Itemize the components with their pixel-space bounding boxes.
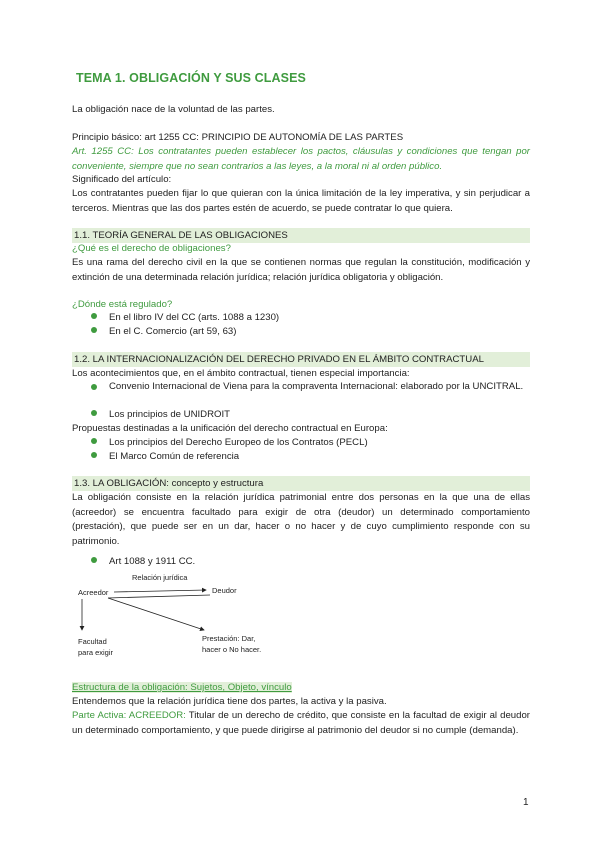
estructura-text: Entendemos que la relación jurídica tiene dos partes, la activa y la pasiva. (72, 696, 387, 707)
s11-question: ¿Qué es el derecho de obligaciones? (72, 243, 231, 254)
diagram-relacion: Relación jurídica (132, 573, 188, 582)
page-title: TEMA 1. OBLIGACIÓN Y SUS CLASES (76, 71, 306, 85)
s11-regulado: ¿Dónde está regulado? (72, 299, 173, 310)
principio-label: Principio básico: art 1255 CC: PRINCIPIO DE AUTONOMÍA DE LAS PARTES (72, 132, 404, 143)
relation-diagram (72, 568, 312, 668)
diagram-facultad-1: Facultad (78, 637, 107, 646)
diagram-prestacion-2: hacer o No hacer. (202, 645, 262, 654)
bullet-icon (91, 313, 97, 319)
bullet-icon (91, 384, 97, 390)
arrow-acreedor-deudor (114, 590, 206, 592)
section-heading-1-1: 1.1. TEORÍA GENERAL DE LAS OBLIGACIONES (72, 228, 530, 243)
list-item: Art 1088 y 1911 CC. (91, 555, 195, 570)
bullet-icon (91, 327, 97, 333)
intro-text: La obligación nace de la voluntad de las partes. (72, 104, 275, 115)
list-item: En el libro IV del CC (arts. 1088 a 1230) (91, 311, 279, 326)
bullet-icon (91, 410, 97, 416)
list-item: El Marco Común de referencia (91, 450, 239, 465)
parte-activa (72, 709, 530, 738)
diagram-deudor: Deudor (212, 586, 237, 595)
list-item: En el C. Comercio (art 59, 63) (91, 325, 236, 340)
s13-text: La obligación consiste en la relación jurídica patrimonial entre dos personas en la que una de ellas (acreedor) se encuentra facultado para exigir de otra (deudor) un determinado comportamiento (prestación), que puede ser en un dar, hacer o no hacer y de cuyo cumplimiento responde con su patrimonio. (72, 492, 530, 547)
art1255-text: Los contratantes pueden establecer los pactos, cláusulas y condiciones que tengan por conveniente, siempre que no sean contrarios a las leyes, a la moral ni al orden público. (72, 146, 530, 172)
art1255-prefix: Art. 1255 CC: (72, 146, 139, 157)
s12-text: Los acontecimientos que, en el ámbito contractual, tienen especial importancia: (72, 368, 410, 379)
diagram-acreedor: Acreedor (78, 588, 109, 597)
arrow-to-prestacion (108, 598, 204, 630)
list-item: Los principios de UNIDROIT (91, 408, 230, 423)
art1255-quote (72, 145, 530, 174)
list-item: Convenio Internacional de Viena para la compraventa Internacional: elaborado por la UNCITRAL. (91, 380, 530, 395)
bullet-icon (91, 438, 97, 444)
diagram-facultad-2: para exigir (78, 648, 114, 657)
bullet-icon (91, 452, 97, 458)
diagram-prestacion-1: Prestación: Dar, (202, 634, 256, 643)
activa-label: Parte Activa: ACREEDOR: (72, 710, 186, 721)
estructura-heading: Estructura de la obligación: Sujetos, Objeto, vínculo (72, 682, 292, 693)
significado-label: Significado del artículo: (72, 174, 172, 185)
page-number: 1 (523, 797, 529, 808)
significado-text: Los contratantes pueden fijar lo que quieran con la única limitación de la ley imperativa, y sin perjudicar a terceros. Mientras que las dos partes estén de acuerdo, se puede contratar lo que quiera. (72, 188, 530, 214)
s12-propuestas: Propuestas destinadas a la unificación del derecho contractual en Europa: (72, 423, 388, 434)
bullet-icon (91, 557, 97, 563)
section-heading-1-3: 1.3. LA OBLIGACIÓN: concepto y estructura (72, 476, 530, 491)
arrow-deudor-back (108, 595, 210, 598)
section-heading-1-2: 1.2. LA INTERNACIONALIZACIÓN DEL DERECHO PRIVADO EN EL ÁMBITO CONTRACTUAL (72, 352, 530, 367)
activa-text: Titular de un derecho de crédito, que consiste en la facultad de exigir al deudor un determinado comportamiento, y que puede dirigirse al patrimonio del deudor si no cumple (demanda). (72, 710, 530, 736)
list-item: Los principios del Derecho Europeo de los Contratos (PECL) (91, 436, 368, 451)
s11-text: Es una rama del derecho civil en la que se contienen normas que regulan la constitución, modificación y extinción de una determinada relación jurídica; relación jurídica obligatoria y obligación. (72, 257, 530, 283)
